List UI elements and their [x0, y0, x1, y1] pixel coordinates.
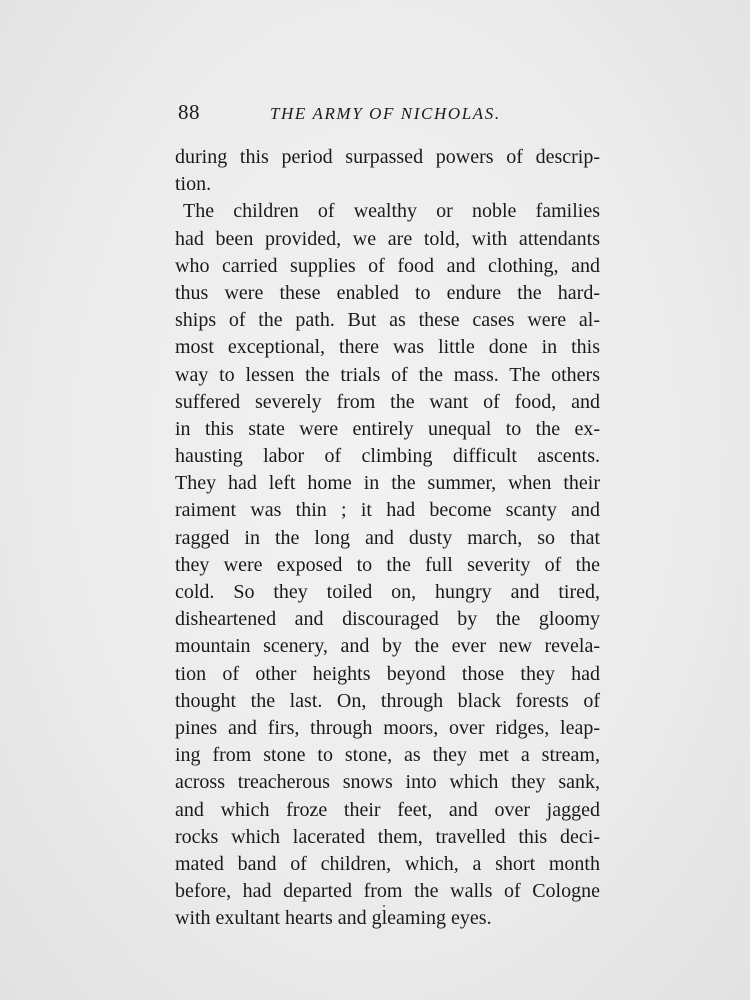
paragraph: [175, 198, 600, 932]
text-line: thus were these enabled to endure the hard-: [175, 281, 600, 304]
text-line: They had left home in the summer, when their: [175, 472, 600, 495]
text-line: had been provided, we are told, with attendants: [175, 227, 600, 250]
text-line: most exceptional, there was little done in this: [175, 336, 600, 359]
text-line: mountain scenery, and by the ever new revela-: [175, 635, 600, 658]
text-line: way to lessen the trials of the mass. The others: [175, 363, 600, 386]
paragraph: [175, 144, 600, 198]
page-number: 88: [178, 100, 200, 124]
text-line: and which froze their feet, and over jagged: [175, 798, 600, 821]
text-line: raiment was thin ; it had become scanty and: [175, 499, 600, 522]
text-line: during this period surpassed powers of descrip-: [175, 146, 600, 168]
text-line: ragged in the long and dusty march, so that: [175, 526, 600, 549]
text-line: disheartened and discouraged by the gloomy: [175, 608, 600, 631]
text-line: with exultant hearts and gleaming eyes.: [175, 907, 492, 930]
text-line: rocks which lacerated them, travelled this deci-: [175, 825, 600, 848]
text-line: hausting labor of climbing difficult ascents.: [175, 445, 600, 468]
text-line: suffered severely from the want of food, and: [175, 390, 600, 413]
text-line: ing from stone to stone, as they met a stream,: [175, 744, 600, 767]
text-line: tion.: [175, 173, 212, 196]
text-line: who carried supplies of food and clothing, and: [175, 254, 600, 277]
text-line: The children of wealthy or noble families: [183, 200, 600, 223]
text-line: across treacherous snows into which they sank,: [175, 771, 600, 794]
text-line: in this state were entirely unequal to the ex-: [175, 417, 600, 440]
text-line: ships of the path. But as these cases were al-: [175, 309, 600, 332]
text-line: they were exposed to the full severity of the: [175, 553, 600, 576]
text-line: before, had departed from the walls of Cologne: [175, 880, 600, 903]
text-line: mated band of children, which, a short month: [175, 852, 600, 875]
text-line: thought the last. On, through black forests of: [175, 689, 600, 712]
text-line: tion of other heights beyond those they had: [175, 662, 600, 685]
body-text: [175, 144, 600, 932]
running-head: [175, 100, 600, 130]
print-speck: [383, 905, 385, 907]
text-line: cold. So they toiled on, hungry and tired,: [175, 581, 600, 603]
text-line: pines and firs, through moors, over ridges, leap-: [175, 716, 600, 739]
running-title: THE ARMY OF NICHOLAS.: [270, 104, 501, 123]
